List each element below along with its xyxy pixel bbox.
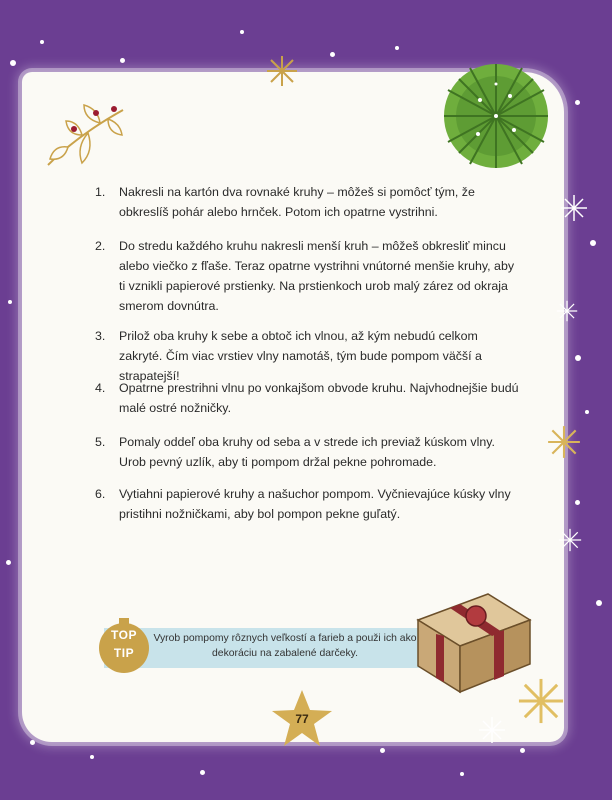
holly-branch-icon xyxy=(38,95,128,175)
top-tip-badge-top: TOP xyxy=(111,628,137,642)
step-number: 6. xyxy=(95,487,106,501)
step-text: Pomaly oddeľ oba kruhy od seba a v strede ich previaž kúskom vlny. Urob pevný uzlík, aby ti pompom držal pekne pohromade. xyxy=(119,435,495,469)
snowflake-icon xyxy=(560,194,588,222)
step-number: 2. xyxy=(95,239,106,253)
gold-snowflake-icon xyxy=(265,54,299,88)
top-tip-badge-bottom: TIP xyxy=(113,646,135,660)
step-number: 4. xyxy=(95,381,106,395)
top-tip-text: Vyrob pompomy rôznych veľkostí a farieb a použi ich ako dekoráciu na zabalené darčeky. xyxy=(153,633,417,659)
snowflake-icon xyxy=(478,716,506,744)
page-number: 77 xyxy=(295,712,309,726)
step-number: 3. xyxy=(95,329,106,343)
step-text: Prilož oba kruhy k sebe a obtoč ich vlnou, až kým nebudú celkom zakryté. Čím viac vrstiev vlny namotáš, tým bude pompom väčší a strapatejší! xyxy=(119,329,482,383)
step-number: 1. xyxy=(95,185,106,199)
snowflake-icon xyxy=(558,528,582,552)
gold-snowflake-icon xyxy=(546,424,582,460)
step-text: Vytiahni papierové kruhy a našuchor pompom. Vyčnievajúce kúsky vlny pristihni nožničkami, aby bol pompon pekne guľatý. xyxy=(119,487,511,521)
step-text: Do stredu každého kruhu nakresli menší kruh – môžeš obkresliť mincu alebo viečko z fľaše. Teraz opatrne vystrihni vnútorné menšie kruhy, aby ti vznikli papierové prstienky. Na prstienkoch urob malý zárez od okraja smerom dovnútra. xyxy=(119,239,515,313)
snowflake-icon xyxy=(556,300,578,322)
step-number: 5. xyxy=(95,435,106,449)
step-text: Opatrne prestrihni vlnu po vonkajšom obvode kruhu. Najvhodnejšie budú malé ostré nožničky. xyxy=(119,381,519,415)
green-pompom-icon xyxy=(440,60,552,172)
gift-box-icon xyxy=(414,586,534,696)
step-text: Nakresli na kartón dva rovnaké kruhy – môžeš si pomôcť tým, že obkreslíš pohár alebo hrnček. Potom ich opatrne vystrihni. xyxy=(119,185,475,219)
